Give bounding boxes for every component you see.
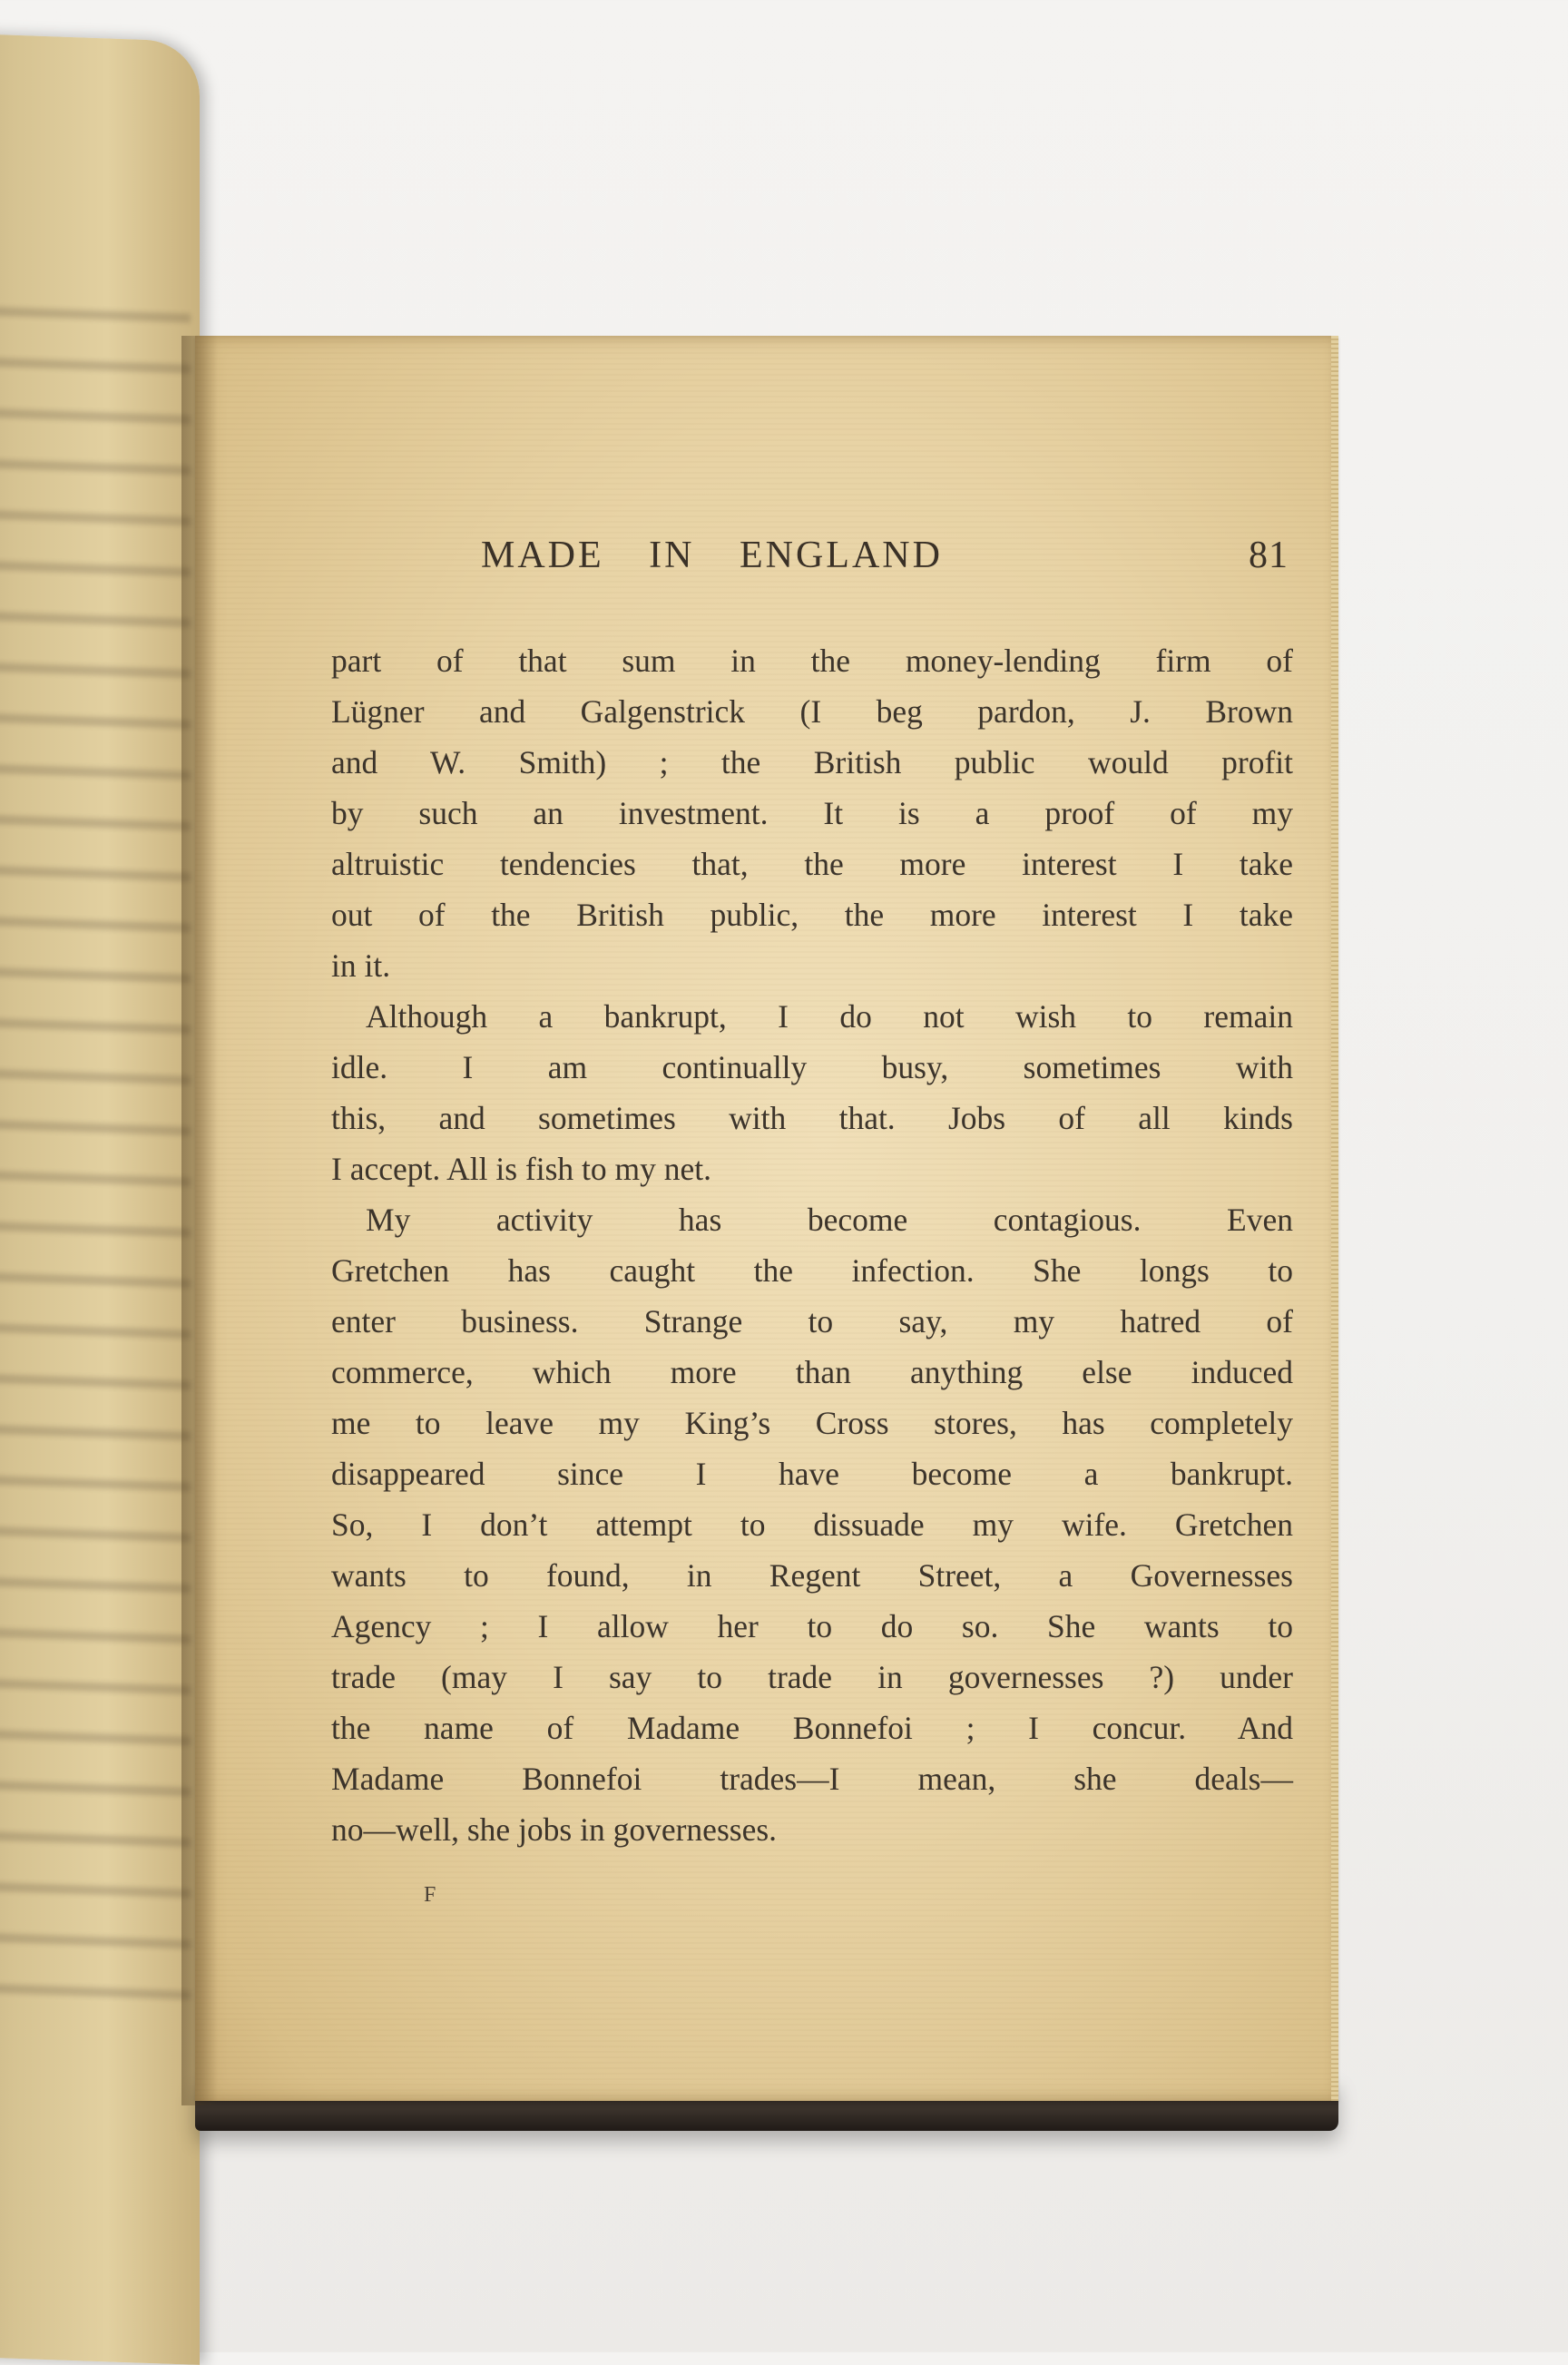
book-page bbox=[195, 336, 1338, 2101]
text-line: me to leave my King’s Cross stores, has completely bbox=[331, 1405, 1293, 1441]
text-line: Lügner and Galgenstrick (I beg pardon, J. Brown bbox=[331, 693, 1293, 730]
text-line: and W. Smith) ; the British public would profit bbox=[331, 744, 1293, 780]
text-line: Although a bankrupt, I do not wish to remain bbox=[366, 998, 1293, 1035]
text-line: My activity has become contagious. Even bbox=[366, 1202, 1293, 1238]
signature-mark: F bbox=[424, 1883, 436, 1907]
body-text bbox=[331, 635, 1293, 1855]
text-line: altruistic tendencies that, the more interest I take bbox=[331, 846, 1293, 882]
gutter-shadow bbox=[181, 336, 218, 2105]
text-line: enter business. Strange to say, my hatred of bbox=[331, 1303, 1293, 1340]
page-number: 81 bbox=[1249, 535, 1289, 576]
text-line: part of that sum in the money-lending firm of bbox=[331, 643, 1293, 679]
text-line: So, I don’t attempt to dissuade my wife. Gretchen bbox=[331, 1506, 1293, 1543]
text-line: Madame Bonnefoi trades—I mean, she deals— bbox=[331, 1761, 1293, 1797]
blurred-left-page-text bbox=[0, 303, 191, 2038]
text-line: out of the British public, the more interest I take bbox=[331, 897, 1293, 933]
text-line: I accept. All is fish to my net. bbox=[331, 1151, 712, 1187]
text-line: by such an investment. It is a proof of my bbox=[331, 795, 1293, 831]
text-line: the name of Madame Bonnefoi ; I concur. And bbox=[331, 1710, 1293, 1746]
running-title: MADE IN ENGLAND bbox=[481, 535, 943, 576]
text-line: trade (may I say to trade in governesses ?) under bbox=[331, 1659, 1293, 1695]
page-edge bbox=[1331, 336, 1338, 2101]
text-line: disappeared since I have become a bankrupt. bbox=[331, 1456, 1293, 1492]
running-head bbox=[481, 534, 1289, 588]
text-line: commerce, which more than anything else induced bbox=[331, 1354, 1293, 1390]
text-line: idle. I am continually busy, sometimes with bbox=[331, 1049, 1293, 1085]
text-line: Gretchen has caught the infection. She longs to bbox=[331, 1252, 1293, 1289]
text-line: Agency ; I allow her to do so. She wants to bbox=[331, 1608, 1293, 1644]
text-line: this, and sometimes with that. Jobs of all kinds bbox=[331, 1100, 1293, 1136]
text-line: in it. bbox=[331, 947, 391, 984]
facing-left-page bbox=[0, 31, 200, 2365]
text-line: no—well, she jobs in governesses. bbox=[331, 1811, 778, 1848]
text-line: wants to found, in Regent Street, a Governesses bbox=[331, 1557, 1293, 1594]
